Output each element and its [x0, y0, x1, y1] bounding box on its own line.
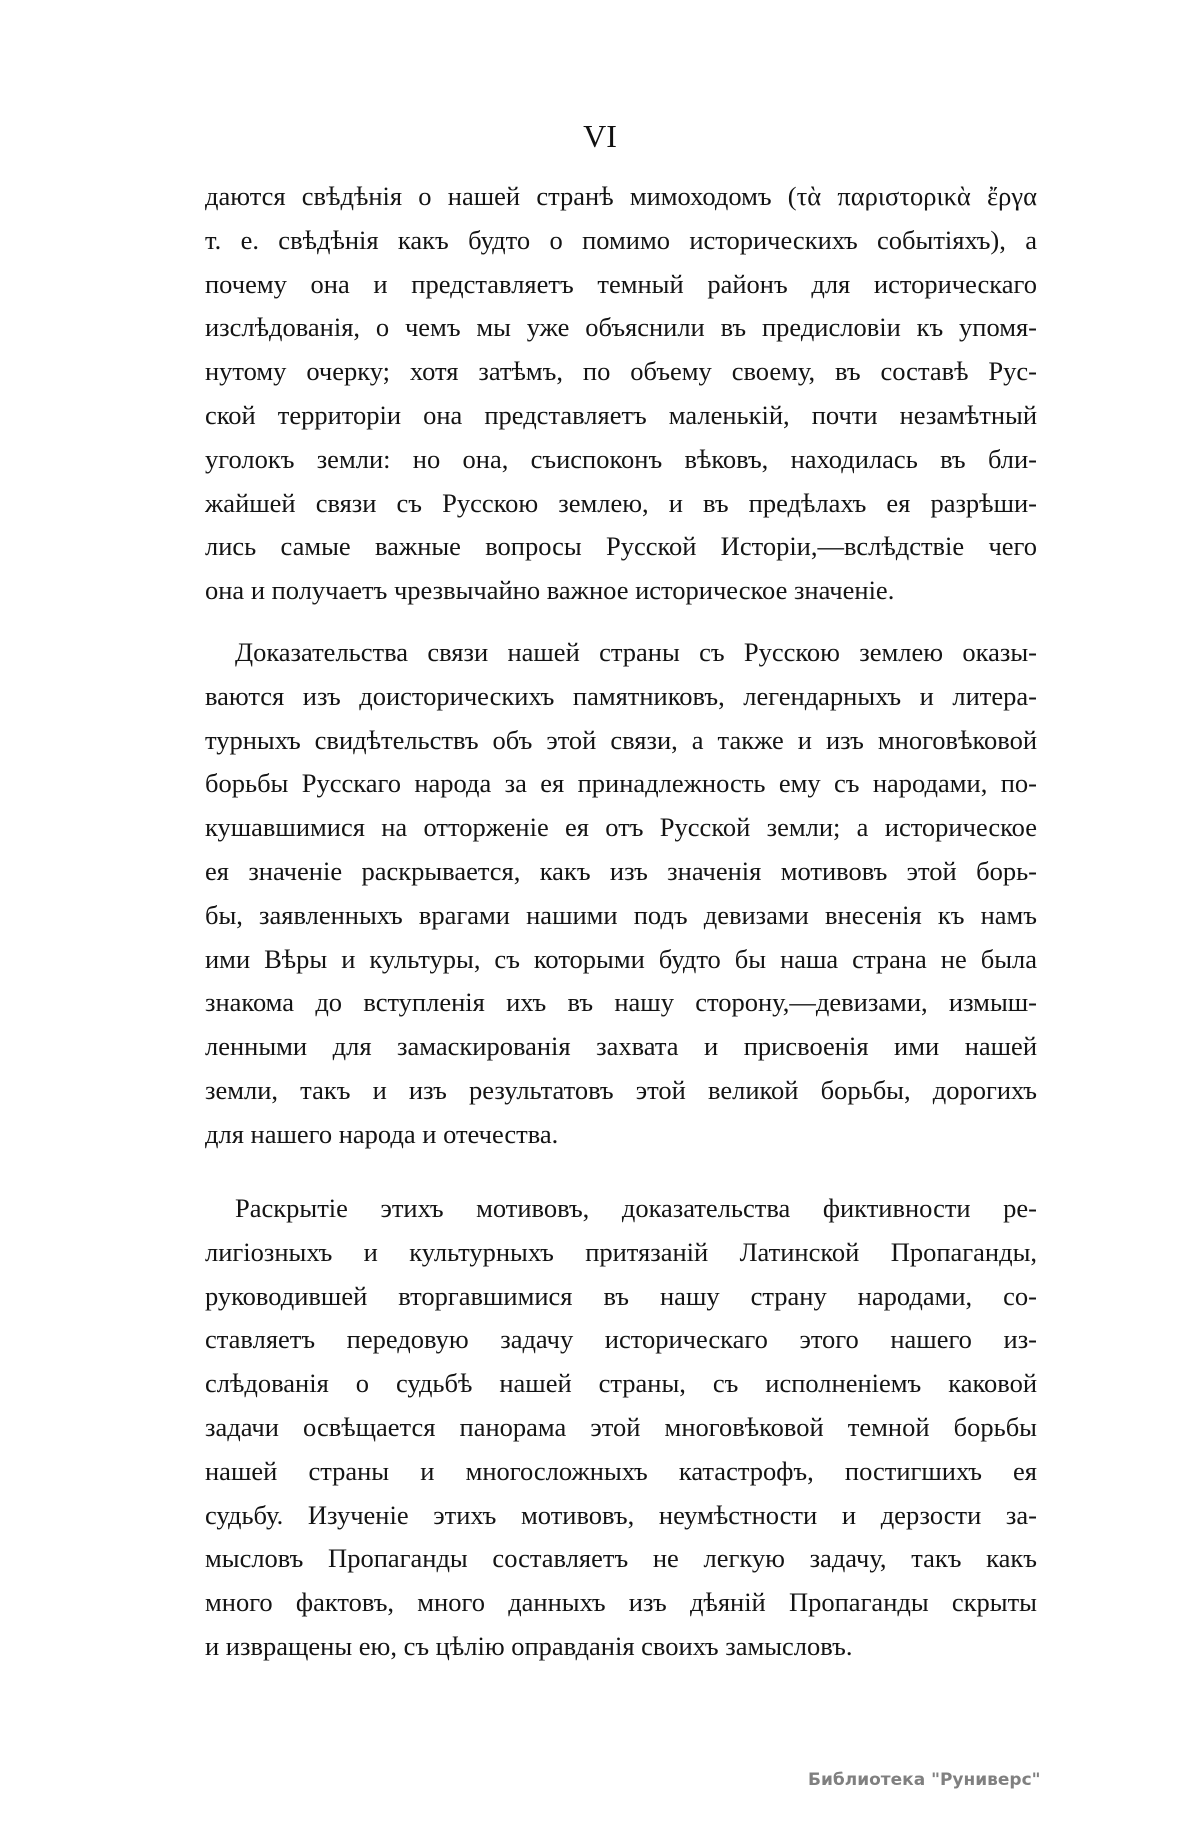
page-number: VI	[583, 118, 617, 154]
text-line: руководившей вторгавшимися въ нашу страну народами, со-	[205, 1280, 1037, 1311]
text-line: ея значеніе раскрывается, какъ изъ значенія мотивовъ этой борь-	[205, 855, 1037, 886]
text-line: задачи освѣщается панорама этой многовѣковой темной борьбы	[205, 1411, 1037, 1442]
text-line: ской территоріи она представляетъ маленькій, почти незамѣтный	[205, 399, 1037, 430]
text-line: судьбу. Изученіе этихъ мотивовъ, неумѣстности и дерзости за-	[205, 1499, 1037, 1530]
text-line: ленными для замаскированія захвата и присвоенія ими нашей	[205, 1031, 1037, 1062]
paragraph-2	[205, 631, 1037, 1157]
text-line: и извращены ею, съ цѣлію оправданія своихъ замысловъ.	[205, 1630, 853, 1661]
text-line: лись самые важные вопросы Русской Исторіи,—вслѣдствіе чего	[205, 531, 1037, 562]
text-line: много фактовъ, много данныхъ изъ дѣяній Пропаганды скрыты	[205, 1587, 1037, 1618]
text-line: она и получаетъ чрезвычайно важное историческое значеніе.	[205, 575, 895, 606]
text-line: жайшей связи съ Русскою землею, и въ предѣлахъ ея разрѣши-	[205, 487, 1037, 518]
text-line: бы, заявленныхъ врагами нашими подъ девизами внесенія къ намъ	[205, 899, 1037, 930]
text-line: Доказательства связи нашей страны съ Русскою землею оказы-	[235, 637, 1037, 667]
text-line: т. е. свѣдѣнія какъ будто о помимо историческихъ событіяхъ), а	[205, 224, 1037, 255]
text-line: лигіозныхъ и культурныхъ притязаній Латинской Пропаганды,	[205, 1236, 1037, 1267]
paragraph-3	[205, 1187, 1037, 1669]
text-line: ставляетъ передовую задачу историческаго этого нашего из-	[205, 1324, 1037, 1355]
text-line: турныхъ свидѣтельствъ объ этой связи, а также и изъ многовѣковой	[205, 724, 1037, 755]
text-line: земли, такъ и изъ результатовъ этой великой борьбы, дорогихъ	[205, 1074, 1037, 1105]
text-line: знакома до вступленія ихъ въ нашу сторону,—девизами, измыш-	[205, 987, 1037, 1018]
text-line: слѣдованія о судьбѣ нашей страны, съ исполненіемъ каковой	[205, 1368, 1037, 1399]
text-line: нашей страны и многосложныхъ катастрофъ, постигшихъ ея	[205, 1455, 1037, 1486]
text-line: для нашего народа и отечества.	[205, 1118, 559, 1149]
text-line: даются свѣдѣнія о нашей странѣ мимоходомъ (τὰ παριστορικὰ ἔργα	[205, 181, 1037, 211]
text-line: борьбы Русскаго народа за ея принадлежность ему съ народами, по-	[205, 768, 1037, 799]
text-line: ими Вѣры и культуры, съ которыми будто бы наша страна не была	[205, 943, 1037, 974]
text-line: уголокъ земли: но она, съиспоконъ вѣковъ, находилась въ бли-	[205, 443, 1037, 474]
text-line: ваются изъ доисторическихъ памятниковъ, легендарныхъ и литера-	[205, 680, 1037, 711]
text-line: почему она и представляетъ темный районъ для историческаго	[205, 268, 1037, 299]
paragraph-1	[205, 175, 1037, 613]
text-line: мысловъ Пропаганды составляетъ не легкую задачу, такъ какъ	[205, 1543, 1037, 1574]
library-watermark: Библиотека "Руниверс"	[808, 1770, 1041, 1790]
text-line: Раскрытіе этихъ мотивовъ, доказательства фиктивности ре-	[235, 1193, 1037, 1223]
text-line: кушавшимися на отторженіе ея отъ Русской земли; а историческое	[205, 812, 1037, 843]
text-line: нутому очерку; хотя затѣмъ, по объему своему, въ составѣ Рус-	[205, 356, 1037, 387]
text-line: изслѣдованія, о чемъ мы уже объяснили въ предисловіи къ упомя-	[205, 312, 1037, 343]
